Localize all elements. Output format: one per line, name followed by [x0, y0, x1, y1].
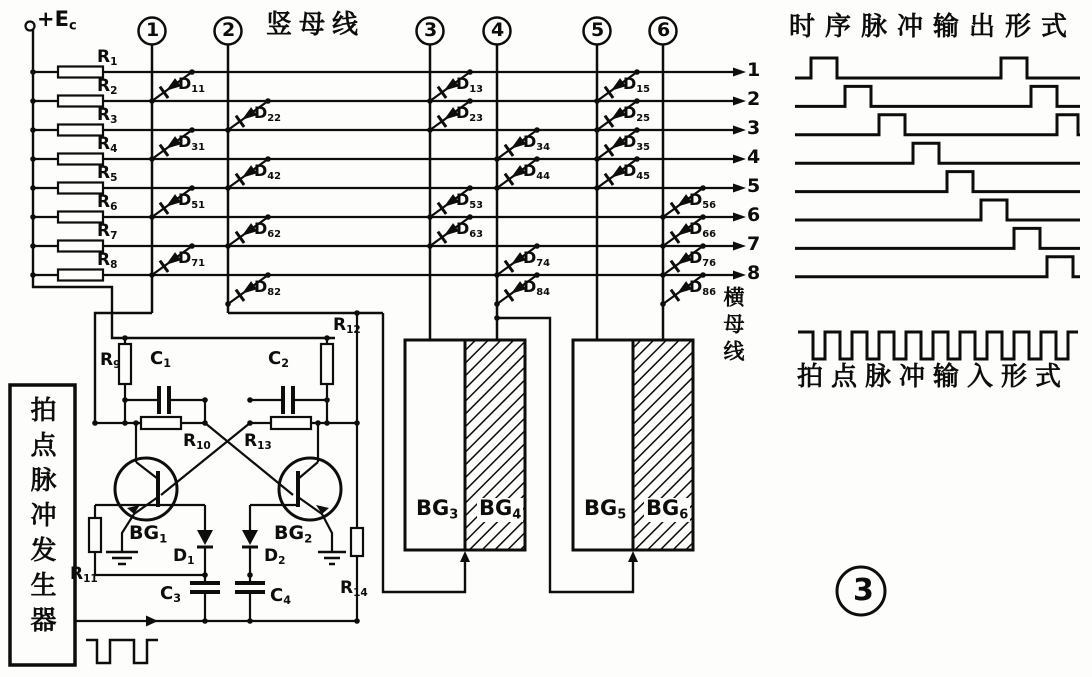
diode-label-D62-sub: 62 — [267, 228, 282, 240]
bus-number-4: 4 — [491, 19, 505, 41]
component-label-C2-sub: 2 — [281, 357, 289, 371]
block-label-BG3-base: BG — [416, 496, 450, 520]
component-label-R10-sub: 10 — [196, 439, 211, 452]
component-label-C2-base: C — [268, 348, 282, 369]
bus-number-1: 1 — [146, 19, 160, 41]
component-label-R13-sub: 13 — [257, 439, 272, 452]
component-label-R11-base: R — [70, 564, 84, 584]
diode-label-D71-base: D — [178, 248, 192, 267]
diode-label-D31-sub: 31 — [191, 141, 206, 153]
block-label-BG4-base: BG — [479, 496, 513, 520]
diode-label-D84-sub: 84 — [536, 286, 551, 298]
diode-label-D84-base: D — [523, 277, 537, 296]
resistor-label-R3-base: R — [97, 105, 111, 125]
diode-label-D11 — [178, 76, 205, 95]
diode-label-D56 — [689, 192, 716, 211]
diode-label-D45-sub: 45 — [636, 170, 651, 182]
component-label-D1-sub: 1 — [187, 554, 195, 567]
block-label-BG5 — [582, 498, 628, 522]
resistor-label-R1-sub: 1 — [110, 55, 118, 68]
diode-label-D23-base: D — [456, 103, 470, 122]
diode-label-D22-sub: 22 — [267, 112, 282, 124]
component-label-R11-sub: 11 — [83, 572, 98, 585]
block-label-BG3 — [414, 498, 460, 522]
resistor-label-R3 — [97, 107, 117, 125]
diode-label-D51 — [178, 192, 205, 211]
row-number-2: 2 — [747, 88, 761, 110]
resistor-label-R4 — [97, 136, 117, 154]
diode-label-D53 — [456, 192, 483, 211]
diode-label-D13-sub: 13 — [469, 83, 484, 95]
diode-label-D74-base: D — [523, 248, 537, 267]
diode-label-D25-sub: 25 — [636, 112, 651, 124]
row-number-3: 3 — [747, 117, 761, 139]
resistor-label-R6-base: R — [97, 192, 111, 212]
output-format-title: 时序脉冲输出形式 — [789, 12, 1078, 42]
row-number-6: 6 — [747, 204, 761, 226]
diode-label-D51-base: D — [178, 190, 192, 209]
diode-label-D56-sub: 56 — [702, 199, 717, 211]
diode-label-D74-sub: 74 — [536, 257, 551, 269]
block-label-BG6-sub: 6 — [679, 507, 689, 523]
diode-label-D66-base: D — [689, 219, 703, 238]
resistor-label-R1 — [97, 49, 117, 67]
diode-label-D44-base: D — [523, 161, 537, 180]
row-number-7: 7 — [747, 233, 761, 255]
diode-label-D44 — [523, 163, 550, 182]
component-label-BG2-sub: 2 — [304, 531, 313, 546]
diode-label-D35-base: D — [623, 132, 637, 151]
diode-label-D42 — [254, 163, 281, 182]
resistor-label-R5 — [97, 165, 117, 183]
component-label-R9-base: R — [100, 350, 114, 370]
resistor-label-R2-sub: 2 — [110, 84, 118, 97]
diode-label-D71-sub: 71 — [191, 257, 206, 269]
component-label-C3-sub: 3 — [173, 592, 181, 606]
component-label-R13 — [244, 433, 272, 451]
block-label-BG6 — [644, 498, 690, 522]
diode-label-D53-base: D — [456, 190, 470, 209]
diode-label-D53-sub: 53 — [469, 199, 484, 211]
component-label-C3-base: C — [160, 583, 174, 604]
resistor-label-R4-sub: 4 — [110, 142, 118, 155]
block-label-BG4-sub: 4 — [512, 507, 522, 523]
diode-label-D86-sub: 86 — [702, 286, 717, 298]
diode-label-D63 — [456, 221, 483, 240]
block-label-BG5-base: BG — [584, 496, 618, 520]
block-label-BG5-sub: 5 — [617, 507, 627, 523]
component-label-BG1 — [129, 524, 167, 545]
component-label-D1 — [173, 548, 194, 566]
diode-label-D76-base: D — [689, 248, 703, 267]
horizontal-bus-label: 横母线 — [721, 286, 745, 367]
vertical-bus-title: 竖母线 — [266, 10, 366, 40]
component-label-D2 — [264, 548, 285, 566]
diode-label-D74 — [523, 250, 550, 269]
diode-label-D34 — [523, 134, 550, 153]
input-format-label: 拍点脉冲输入形式 — [797, 362, 1070, 392]
diode-label-D56-base: D — [689, 190, 703, 209]
diode-label-D13 — [456, 76, 483, 95]
resistor-label-R3-sub: 3 — [110, 113, 118, 126]
resistor-label-R5-sub: 5 — [110, 171, 118, 184]
bus-number-3: 3 — [424, 19, 438, 41]
component-label-C1 — [150, 350, 171, 369]
diode-label-D51-sub: 51 — [191, 199, 206, 211]
diode-label-D71 — [178, 250, 205, 269]
bus-number-6: 6 — [657, 19, 671, 41]
diode-label-D34-base: D — [523, 132, 537, 151]
diode-label-D66 — [689, 221, 716, 240]
resistor-label-R1-base: R — [97, 47, 111, 67]
diode-label-D76 — [689, 250, 716, 269]
diode-label-D45 — [623, 163, 650, 182]
component-label-R14-base: R — [340, 578, 354, 598]
resistor-label-R4-base: R — [97, 134, 111, 154]
component-label-D2-base: D — [264, 546, 279, 566]
diode-label-D35 — [623, 134, 650, 153]
diode-label-D45-base: D — [623, 161, 637, 180]
component-label-BG1-base: BG — [129, 522, 160, 544]
diode-label-D82-sub: 82 — [267, 286, 282, 298]
block-label-BG6-base: BG — [646, 496, 680, 520]
component-label-R12-sub: 12 — [346, 323, 361, 336]
diode-label-D15 — [623, 76, 650, 95]
resistor-label-R8-sub: 8 — [110, 258, 118, 271]
generator-label: 拍点脉冲发生器 — [26, 396, 56, 641]
resistor-label-R7-base: R — [97, 221, 111, 241]
component-label-R10-base: R — [183, 431, 197, 451]
power-label-sub: c — [68, 18, 77, 34]
resistor-label-R6-sub: 6 — [110, 200, 118, 213]
resistor-label-R5-base: R — [97, 163, 111, 183]
diode-label-D84 — [523, 279, 550, 298]
diode-label-D62 — [254, 221, 281, 240]
diode-label-D62-base: D — [254, 219, 268, 238]
diode-label-D11-base: D — [178, 74, 192, 93]
resistor-label-R7-sub: 7 — [110, 229, 118, 242]
component-label-R12-base: R — [333, 315, 347, 335]
block-label-BG3-sub: 3 — [449, 507, 459, 523]
diode-label-D15-base: D — [623, 74, 637, 93]
figure-number: 3 — [853, 573, 874, 608]
diode-label-D31-base: D — [178, 132, 192, 151]
component-label-C1-base: C — [150, 348, 164, 369]
component-label-BG1-sub: 1 — [159, 531, 168, 546]
diode-label-D82-base: D — [254, 277, 268, 296]
row-number-8: 8 — [747, 262, 761, 284]
row-number-4: 4 — [747, 146, 761, 168]
diode-label-D42-sub: 42 — [267, 170, 282, 182]
component-label-BG2 — [274, 524, 312, 545]
resistor-label-R2 — [97, 78, 117, 96]
power-label — [37, 9, 77, 33]
diode-label-D25-base: D — [623, 103, 637, 122]
component-label-R11 — [70, 566, 98, 584]
resistor-label-R2-base: R — [97, 76, 111, 96]
diode-label-D76-sub: 76 — [702, 257, 717, 269]
component-label-R10 — [183, 433, 211, 451]
resistor-label-R7 — [97, 223, 117, 241]
component-label-R9 — [100, 352, 120, 370]
diode-label-D23 — [456, 105, 483, 124]
diode-label-D82 — [254, 279, 281, 298]
diode-label-D44-sub: 44 — [536, 170, 551, 182]
diode-label-D63-base: D — [456, 219, 470, 238]
component-label-R12 — [333, 317, 361, 335]
row-number-1: 1 — [747, 59, 761, 81]
component-label-C2 — [268, 350, 289, 369]
resistor-label-R8-base: R — [97, 250, 111, 270]
component-label-C1-sub: 1 — [163, 357, 171, 371]
component-label-R14 — [340, 580, 368, 598]
component-label-C4-base: C — [270, 585, 284, 606]
component-label-BG2-base: BG — [274, 522, 305, 544]
component-label-R9-sub: 9 — [113, 358, 121, 371]
bus-number-2: 2 — [222, 19, 236, 41]
component-label-D2-sub: 2 — [278, 554, 286, 567]
resistor-label-R6 — [97, 194, 117, 212]
diode-label-D31 — [178, 134, 205, 153]
resistor-label-R8 — [97, 252, 117, 270]
diode-label-D42-base: D — [254, 161, 268, 180]
diode-label-D35-sub: 35 — [636, 141, 651, 153]
diode-label-D22-base: D — [254, 103, 268, 122]
diode-label-D15-sub: 15 — [636, 83, 651, 95]
component-label-R13-base: R — [244, 431, 258, 451]
diode-label-D22 — [254, 105, 281, 124]
diode-label-D25 — [623, 105, 650, 124]
power-label-base: +E — [37, 7, 69, 31]
block-label-BG4 — [477, 498, 523, 522]
component-label-R14-sub: 14 — [353, 586, 368, 599]
diode-label-D66-sub: 66 — [702, 228, 717, 240]
bus-number-5: 5 — [591, 19, 605, 41]
diode-label-D34-sub: 34 — [536, 141, 551, 153]
diode-label-D23-sub: 23 — [469, 112, 484, 124]
component-label-C4 — [270, 587, 291, 606]
component-label-C3 — [160, 585, 181, 604]
component-label-D1-base: D — [173, 546, 188, 566]
row-number-5: 5 — [747, 175, 761, 197]
diode-label-D86-base: D — [689, 277, 703, 296]
diode-label-D11-sub: 11 — [191, 83, 206, 95]
diode-label-D86 — [689, 279, 716, 298]
component-label-C4-sub: 4 — [283, 594, 291, 608]
diode-label-D13-base: D — [456, 74, 470, 93]
diode-label-D63-sub: 63 — [469, 228, 484, 240]
